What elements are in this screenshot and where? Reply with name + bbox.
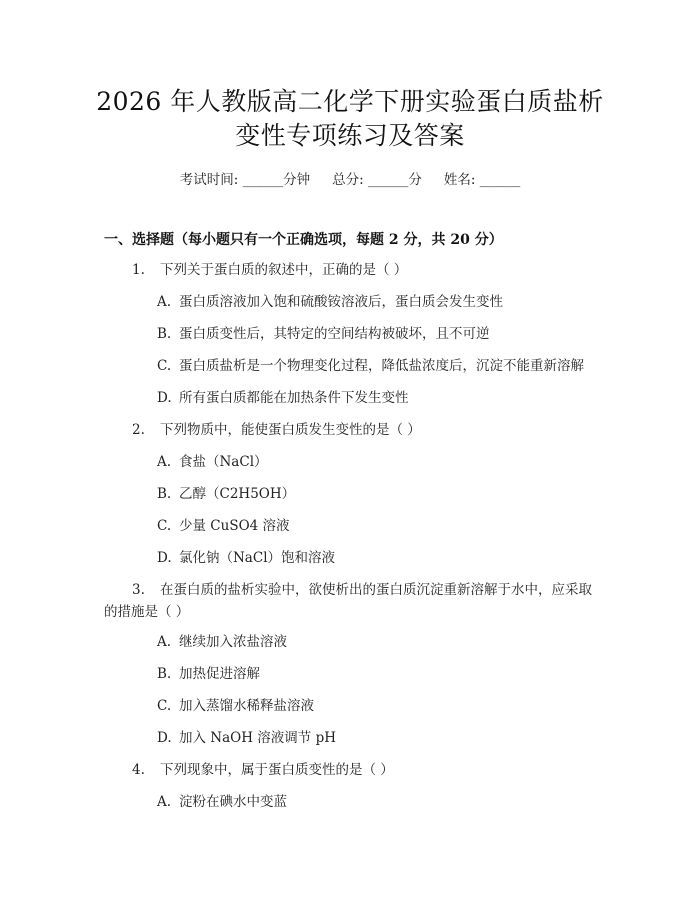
option-4a [157, 791, 287, 813]
document-title-line2: 变性专项练习及答案 [235, 121, 465, 150]
option-3c [157, 695, 314, 717]
option-letter: B. [157, 326, 172, 342]
option-text: 淀粉在碘水中变蓝 [179, 794, 287, 810]
option-letter: D. [157, 390, 172, 406]
question-stem-line2: 的措施是（ ） [104, 604, 190, 620]
question-stem: 下列关于蛋白质的叙述中，正确的是（ ） [160, 262, 408, 278]
option-1c [157, 355, 584, 377]
option-1a [157, 291, 503, 313]
option-2b [157, 483, 295, 505]
option-letter: B. [157, 666, 172, 682]
question-number: 2. [132, 422, 145, 438]
question-stem: 下列物质中，能使蛋白质发生变性的是（ ） [160, 422, 421, 438]
option-letter: B. [157, 486, 172, 502]
question-3 [132, 579, 592, 601]
option-text: 蛋白质盐析是一个物理变化过程，降低盐浓度后，沉淀不能重新溶解 [179, 358, 584, 374]
question-number: 4. [132, 762, 145, 778]
question-number: 3. [132, 582, 145, 598]
option-letter: C. [157, 518, 172, 534]
document-title-line1: 2026 年人教版高二化学下册实验蛋白质盐析 [96, 87, 604, 116]
option-text: 少量 CuSO4 溶液 [179, 518, 290, 534]
option-2a [157, 451, 268, 473]
option-text: 氯化钠（NaCl）饱和溶液 [179, 550, 336, 566]
option-text: 加入蒸馏水稀释盐溶液 [179, 698, 314, 714]
question-4 [132, 759, 394, 781]
question-number: 1. [132, 262, 145, 278]
option-letter: C. [157, 698, 172, 714]
option-text: 乙醇（C2H5OH） [179, 486, 296, 502]
question-2 [132, 419, 421, 441]
option-letter: A. [157, 454, 172, 470]
option-letter: A. [157, 634, 172, 650]
question-3-cont [104, 601, 189, 623]
option-3b [157, 663, 260, 685]
exam-time: 考试时间: ______分钟 [179, 172, 311, 188]
option-text: 加热促进溶解 [179, 666, 260, 682]
option-text: 所有蛋白质都能在加热条件下发生变性 [179, 390, 409, 406]
option-3d [157, 727, 336, 749]
option-3a [157, 631, 287, 653]
option-2c [157, 515, 290, 537]
option-2d [157, 547, 335, 569]
question-stem: 下列现象中，属于蛋白质变性的是（ ） [160, 762, 394, 778]
option-text: 加入 NaOH 溶液调节 pH [179, 730, 336, 746]
question-1 [132, 259, 407, 281]
option-text: 继续加入浓盐溶液 [179, 634, 287, 650]
option-letter: C. [157, 358, 172, 374]
option-1b [157, 323, 490, 345]
option-text: 食盐（NaCl） [179, 454, 268, 470]
exam-info [0, 168, 700, 188]
question-stem-line1: 在蛋白质的盐析实验中，欲使析出的蛋白质沉淀重新溶解于水中，应采取 [160, 582, 592, 598]
option-1d [157, 387, 409, 409]
section-heading: 一、选择题（每小题只有一个正确选项，每题 2 分，共 20 分） [104, 232, 503, 248]
option-text: 蛋白质溶液加入饱和硫酸铵溶液后，蛋白质会发生变性 [179, 294, 503, 310]
option-text: 蛋白质变性后，其特定的空间结构被破坏，且不可逆 [179, 326, 490, 342]
option-letter: A. [157, 294, 172, 310]
option-letter: D. [157, 730, 172, 746]
exam-score: 总分: ______分 [332, 172, 422, 188]
option-letter: A. [157, 794, 172, 810]
student-name: 姓名: ______ [443, 172, 521, 188]
option-letter: D. [157, 550, 172, 566]
